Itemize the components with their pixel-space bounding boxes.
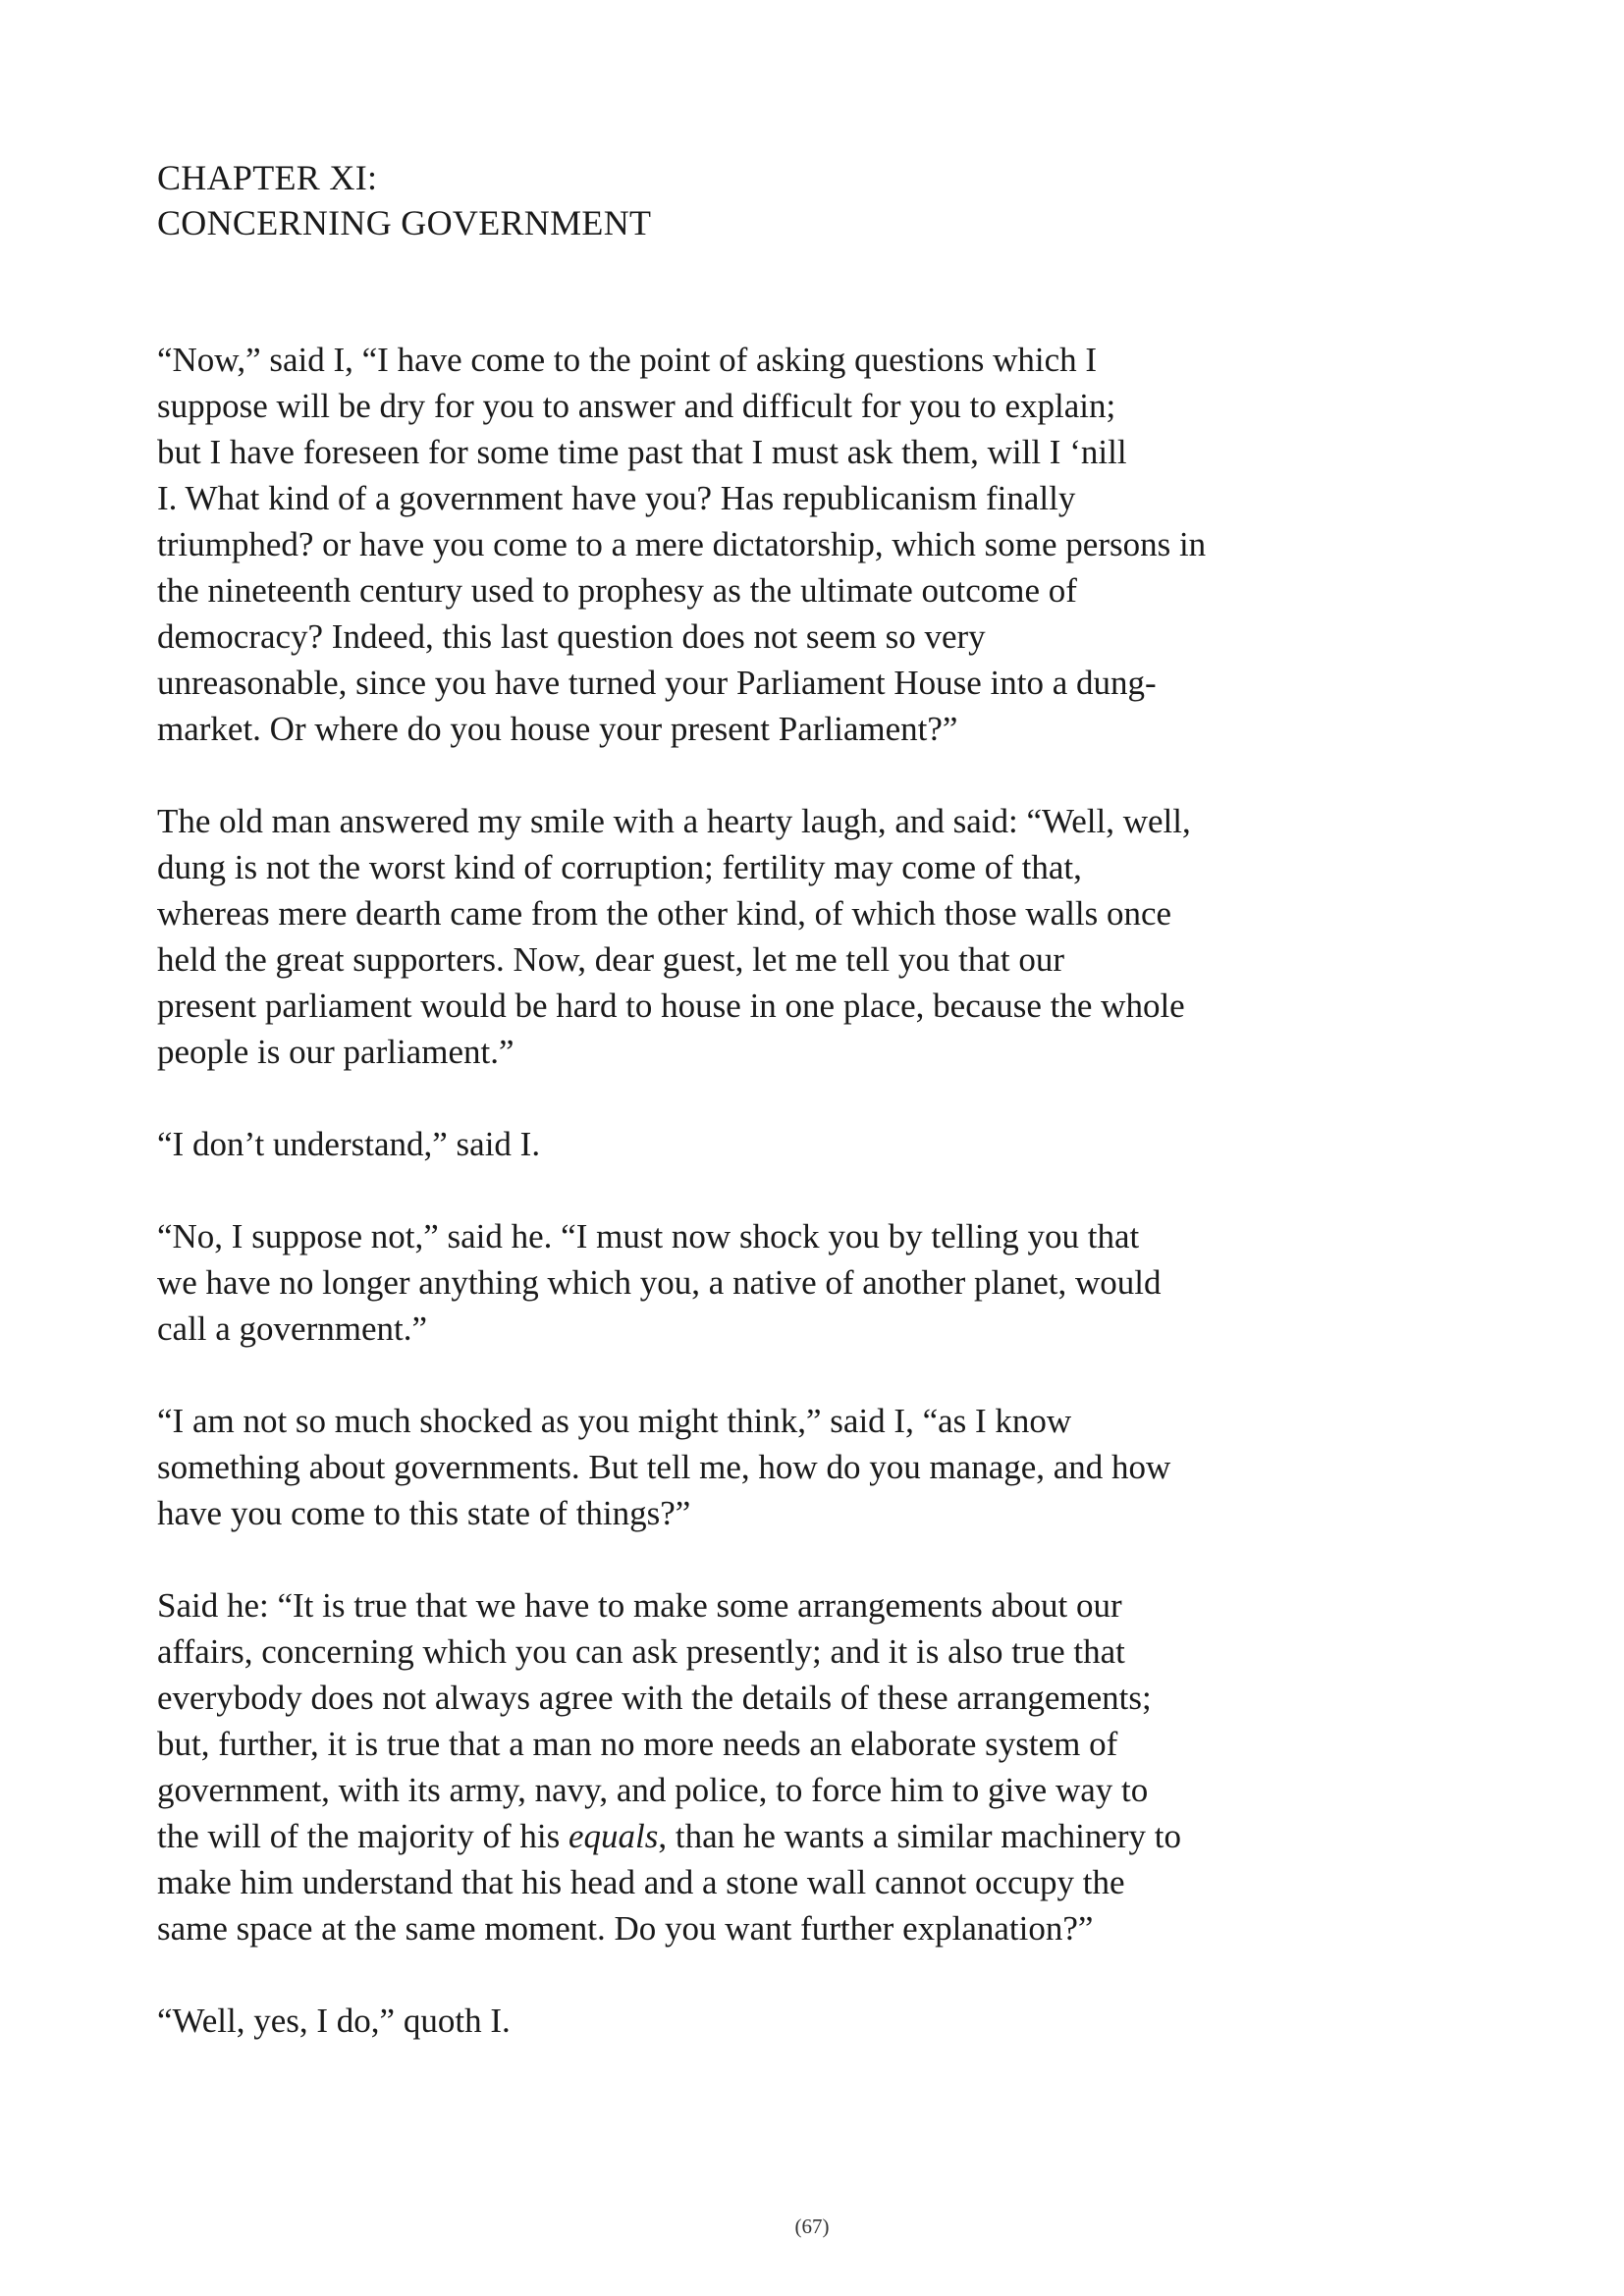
paragraph-gap: [157, 1167, 1375, 1213]
text-line: everybody does not always agree with the details of these arrangements;: [157, 1679, 1152, 1717]
paragraph-gap: [157, 1075, 1375, 1121]
paragraph-gap: [157, 1951, 1375, 1998]
chapter-heading: [157, 155, 651, 245]
emphasized-word: equals: [568, 1817, 659, 1855]
text-line: the nineteenth century used to prophesy as the ultimate outcome of: [157, 571, 1077, 610]
text-line: but I have foreseen for some time past that I must ask them, will I ‘nill: [157, 433, 1127, 471]
body-text: [157, 337, 1375, 2044]
text-line: people is our parliament.”: [157, 1033, 514, 1071]
text-line: present parliament would be hard to house in one place, because the whole: [157, 987, 1185, 1025]
text-line: held the great supporters. Now, dear guest, let me tell you that our: [157, 940, 1064, 979]
paragraph-gap: [157, 1536, 1375, 1582]
paragraph: [157, 1582, 1375, 1951]
text-line: suppose will be dry for you to answer and difficult for you to explain;: [157, 387, 1116, 425]
text-line: government, with its army, navy, and police, to force him to give way to: [157, 1771, 1149, 1809]
text-line: triumphed? or have you come to a mere dictatorship, which some persons in: [157, 525, 1207, 563]
text-line-with-emphasis: [157, 1813, 1375, 1859]
text-line: “Now,” said I, “I have come to the point of asking questions which I: [157, 341, 1098, 379]
paragraph: [157, 798, 1375, 1075]
paragraph: [157, 1998, 1375, 2044]
chapter-title: CONCERNING GOVERNMENT: [157, 203, 652, 242]
paragraph-gap: [157, 752, 1375, 798]
text-line: have you come to this state of things?”: [157, 1494, 691, 1532]
paragraph: [157, 337, 1375, 752]
text-line: democracy? Indeed, this last question does not seem so very: [157, 617, 986, 656]
text-line: call a government.”: [157, 1309, 428, 1348]
text-line: “Well, yes, I do,” quoth I.: [157, 2002, 511, 2040]
text-line: “No, I suppose not,” said he. “I must now shock you by telling you that: [157, 1217, 1140, 1255]
text-line: unreasonable, since you have turned your Parliament House into a dung-: [157, 664, 1157, 702]
paragraph: [157, 1398, 1375, 1536]
chapter-number: CHAPTER XI:: [157, 158, 378, 197]
text-line: affairs, concerning which you can ask presently; and it is also true that: [157, 1632, 1125, 1671]
paragraph: [157, 1121, 1375, 1167]
text-line: The old man answered my smile with a hearty laugh, and said: “Well, well,: [157, 802, 1191, 840]
text-line: “I don’t understand,” said I.: [157, 1125, 541, 1163]
text-line: dung is not the worst kind of corruption; fertility may come of that,: [157, 848, 1082, 886]
text-line: whereas mere dearth came from the other kind, of which those walls once: [157, 894, 1172, 933]
text-line: we have no longer anything which you, a native of another planet, would: [157, 1263, 1162, 1302]
text-line: Said he: “It is true that we have to make some arrangements about our: [157, 1586, 1122, 1625]
text-run: , than he wants a similar machinery to: [658, 1817, 1181, 1855]
page-number: (67): [794, 2215, 830, 2238]
text-run: the will of the majority of his: [157, 1817, 568, 1855]
text-line: make him understand that his head and a stone wall cannot occupy the: [157, 1863, 1125, 1901]
text-line: I. What kind of a government have you? Has republicanism finally: [157, 479, 1076, 517]
text-line: “I am not so much shocked as you might think,” said I, “as I know: [157, 1402, 1072, 1440]
paragraph-gap: [157, 1352, 1375, 1398]
text-line: market. Or where do you house your present Parliament?”: [157, 710, 958, 748]
text-line: same space at the same moment. Do you want further explanation?”: [157, 1909, 1094, 1948]
paragraph: [157, 1213, 1375, 1352]
text-line: something about governments. But tell me, how do you manage, and how: [157, 1448, 1171, 1486]
text-line: but, further, it is true that a man no more needs an elaborate system of: [157, 1725, 1118, 1763]
